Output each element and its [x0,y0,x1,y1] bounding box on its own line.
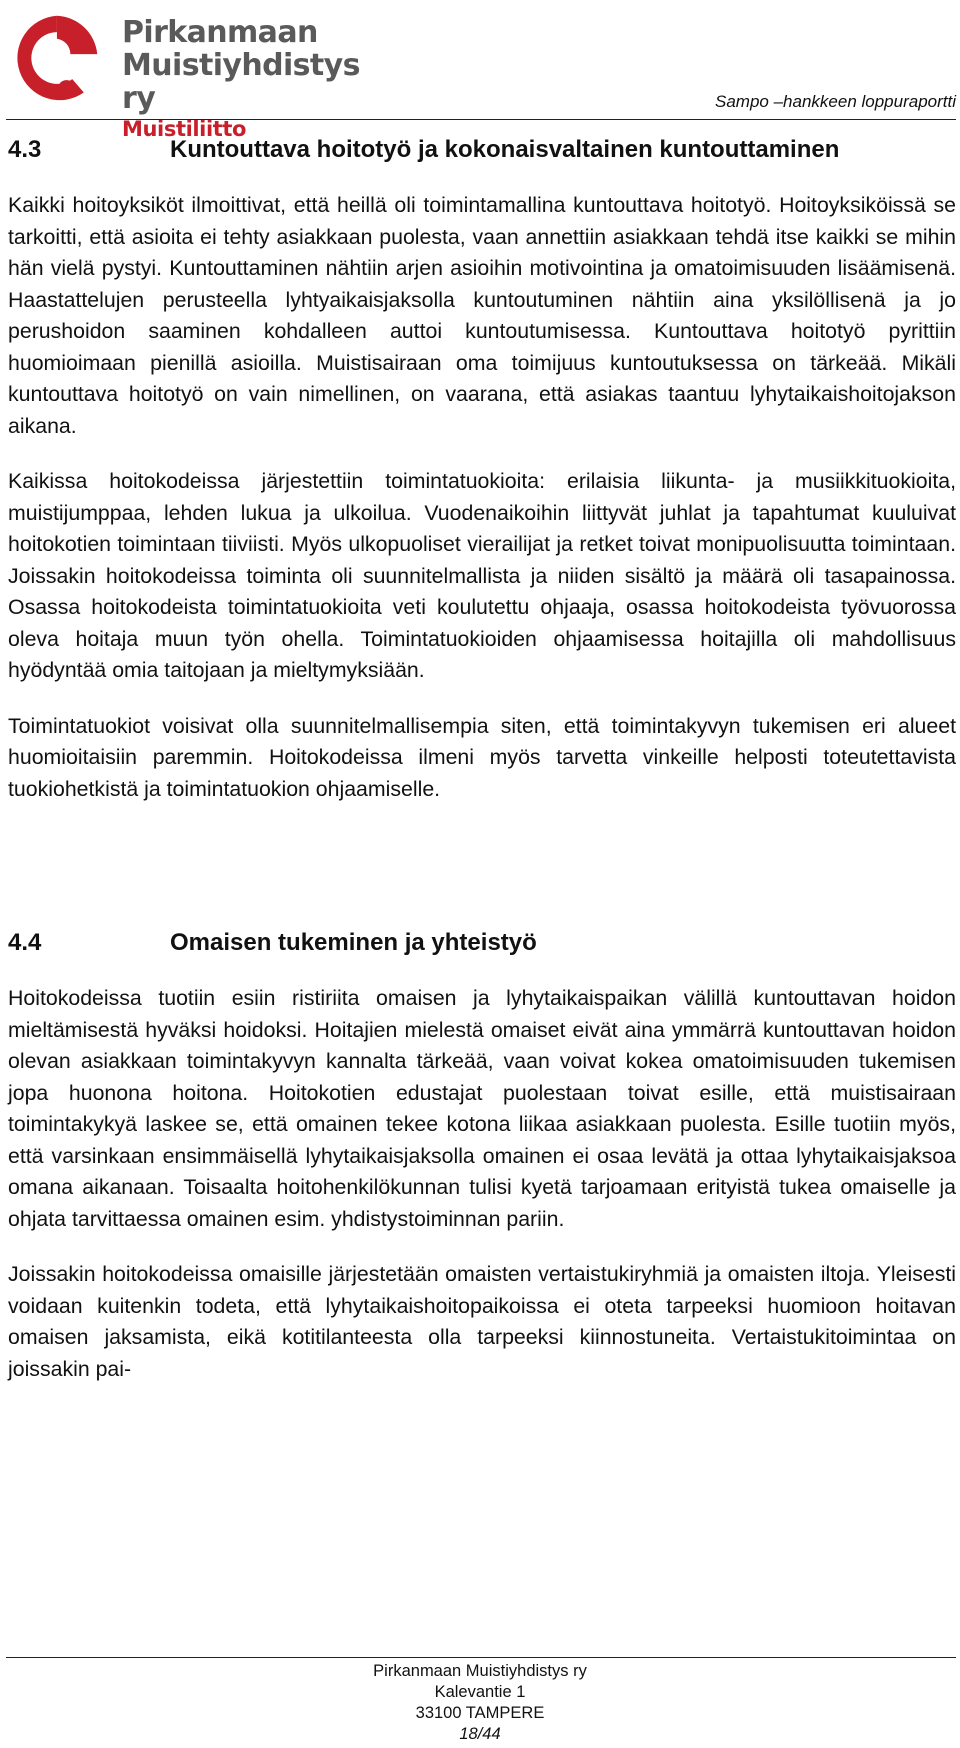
paragraph: Kaikissa hoitokodeissa järjestettiin toimintatuokioita: erilaisia liikunta- ja musiikkituokioita, muistijumppaa, lehden lukua ja ulkoilua. Vuodenaikoihin liittyvät juhlat ja tapahtumat kuuluivat hoitokotien toimintaan tiiviisti. Myös ulkopuoliset vierailijat ja retket toivat monipuolisuutta toimintaan. Joissakin hoitokodeissa toiminta oli suunnitelmallista ja niiden sisältö ja määrä oli tasapainossa. Osassa hoitokodeista toimintatuokioita veti koulutettu ohjaaja, osassa hoitokodeista työvuorossa oleva hoitaja muun työn ohella. Toimintatuokioiden ohjaamisessa hoitajilla oli mahdollisuus hyödyntää omia taitojaan ja mieltymyksiään. [8,469,956,682]
page-header [0,0,960,141]
footer-divider [6,1657,956,1658]
paragraph: Toimintatuokiot voisivat olla suunnitelmallisempia siten, että toimintakyvyn tukemisen eri alueet huomioitaisiin paremmin. Hoitokodeissa ilmeni myös tarvetta vinkeille helposti toteutettavista tuokiohetkistä ja toimintatuokion ohjaamiselle. [8,713,956,801]
section-title: Kuntouttava hoitotyö ja kokonaisvaltainen kuntouttaminen [170,136,840,163]
section-heading [8,128,956,172]
header-divider [6,119,956,120]
logo-text-line2: Muistiyhdistys ry [122,48,360,116]
document-body [8,128,956,1385]
report-title: Sampo –hankkeen loppuraportti [715,92,956,111]
logo-wordmark [122,16,376,143]
logo-mark-icon [6,10,104,106]
section-number: 4.3 [8,136,42,163]
paragraph: Kaikki hoitoyksiköt ilmoittivat, että heillä oli toimintamallina kuntouttava hoitotyö. Hoitoyksiköissä se tarkoitti, että asioita ei tehty asiakkaan puolesta, vaan annettiin asiakkaan tehdä itse kaikki se mihin hän vielä pystyi. Kuntouttaminen nähtiin arjen asioihin motivointina ja omatoimisuuden lisäämisenä. Haastattelujen perusteella lyhtyaikaisjaksolla kuntoutuminen nähtiin aina yksilöllisenä ja jo perushoidon saaminen kohdalleen auttoi kuntoutumisessa. Kuntouttava hoitotyö pyrittiin huomioimaan pienillä asioilla. Muistisairaan oma toimijuus kuntoutuksessa on tärkeää. Mikäli kuntouttava hoitotyö on vain nimellinen, on vaarana, että asiakas taantuu lyhytaikaishoitojakson aikana. [8,193,956,438]
paragraph: Joissakin hoitokodeissa omaisille järjestetään omaisten vertaistukiryhmiä ja omaisten iltoja. Yleisesti voidaan kuitenkin todeta, että lyhytaikaishoitopaikoissa ei oteta tarpeeksi huomioon hoitavan omaisen jaksamista, eikä kotitilanteesta olla tarpeeksi kiinnostuneita. Vertaistukitoimintaa on joissakin pai- [8,1262,956,1381]
footer-city: 33100 TAMPERE [415,1704,545,1722]
footer-organization: Pirkanmaan Muistiyhdistys ry [373,1662,587,1680]
section-number: 4.4 [8,929,42,956]
footer-street: Kalevantie 1 [434,1683,526,1701]
logo-text-line1: Pirkanmaan [122,15,318,50]
logo-text-line3: Muistiliitto [122,117,247,141]
organization-logo [6,8,376,141]
section-heading [8,921,956,965]
paragraph: Hoitokodeissa tuotiin esiin ristiriita omaisen ja lyhytaikaispaikan välillä kuntouttavan hoidon mieltämisestä hyväksi hoidoksi. Hoitajien mielestä omaiset eivät aina ymmärrä kuntouttavan hoidon olevan asiakkaan toimintakyvyn kannalta tärkeää, vaan voivat kokea omatoimisuuden tukemisen jopa huonona hoitona. Hoitokotien edustajat puolestaan toivat esille, että muistisairaan toimintakykyä laskee se, että omainen tekee kotona liikaa asiakkaan puolesta. Esille tuotiin myös, että varsinkaan ensimmäisellä lyhytaikaisjaksolla omainen ei osaa levätä ja ottaa lyhytaikaisjaksoa omana aikanaan. Toisaalta hoitohenkilökunnan tulisi kyetä tarjoamaan erityistä tukea omaiselle ja ohjata tarvittaessa omainen esim. yhdistystoiminnan pariin. [8,986,956,1231]
page-footer [0,1661,960,1745]
section-title: Omaisen tukeminen ja yhteistyö [170,929,537,956]
page-number: 18/44 [459,1725,501,1743]
